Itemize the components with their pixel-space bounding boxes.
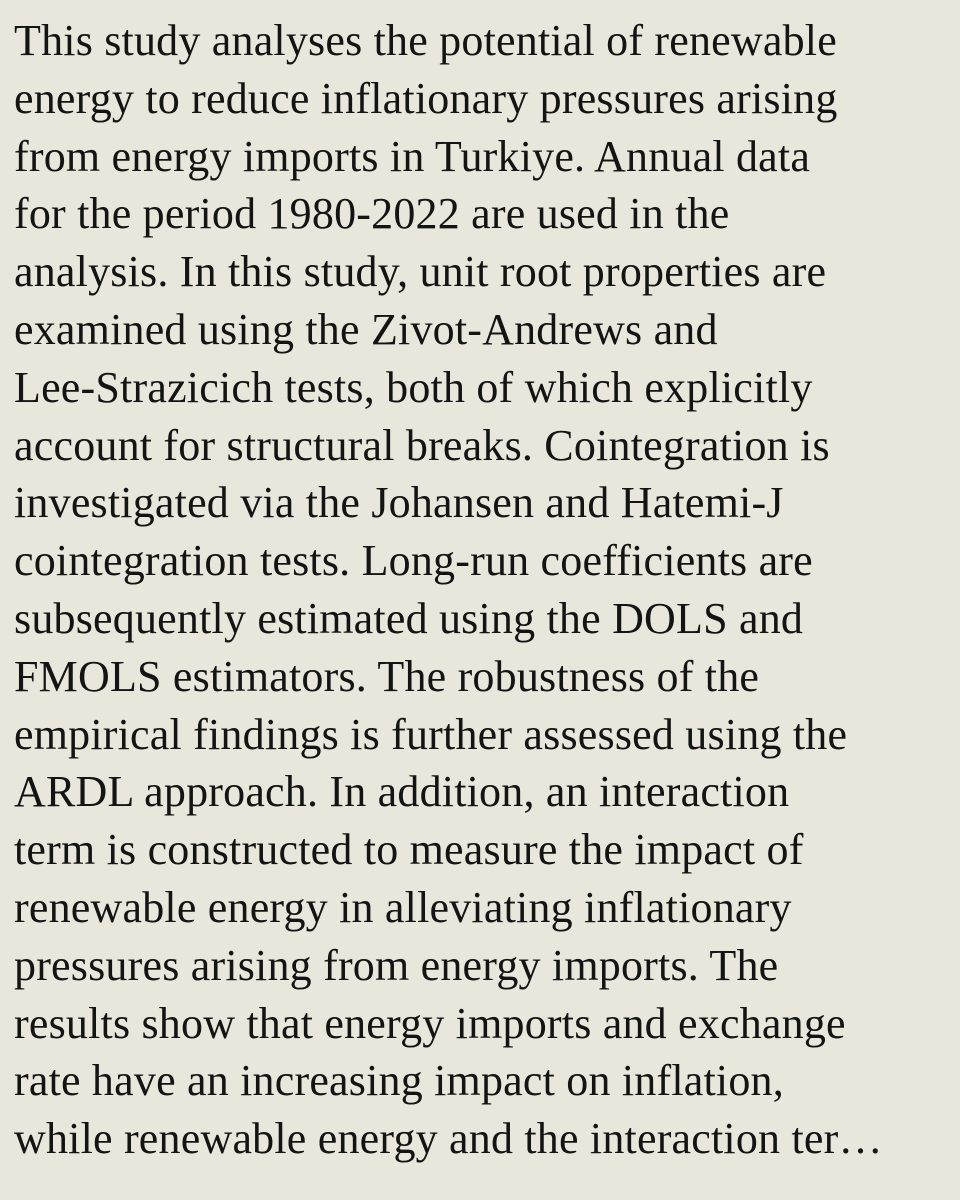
abstract-line-5: analysis. In this study, unit root properties are (14, 247, 827, 297)
abstract-line-3: from energy imports in Turkiye. Annual data (14, 131, 811, 181)
abstract-line-4: for the period 1980-2022 are used in the (14, 189, 730, 239)
abstract-line-8: account for structural breaks. Cointegration is (14, 420, 830, 470)
abstract-line-16: renewable energy in alleviating inflationary (14, 882, 792, 932)
abstract-line-1: This study analyses the potential of renewable (14, 16, 837, 65)
abstract-line-17: pressures arising from energy imports. The (14, 940, 779, 990)
abstract-line-11: subsequently estimated using the DOLS and (14, 593, 804, 643)
abstract-line-9: investigated via the Johansen and Hatemi-J (14, 478, 784, 528)
abstract-line-7: Lee-Strazicich tests, both of which explicitly (14, 362, 813, 412)
abstract-line-12: FMOLS estimators. The robustness of the (14, 651, 760, 701)
abstract-line-14: ARDL approach. In addition, an interaction (14, 767, 790, 817)
abstract-line-2: energy to reduce inflationary pressures arising (14, 73, 838, 123)
abstract-line-15: term is constructed to measure the impact of (14, 825, 804, 875)
abstract-line-19: rate have an increasing impact on inflation, (14, 1056, 784, 1106)
abstract-line-20-truncated: while renewable energy and the interaction ter… (14, 1114, 883, 1164)
abstract-line-10: cointegration tests. Long-run coefficients are (14, 536, 813, 586)
abstract-line-6: examined using the Zivot-Andrews and (14, 304, 718, 354)
abstract-line-18: results show that energy imports and exchange (14, 998, 846, 1048)
abstract-text-block (14, 12, 954, 1188)
abstract-line-13: empirical findings is further assessed using the (14, 709, 848, 759)
